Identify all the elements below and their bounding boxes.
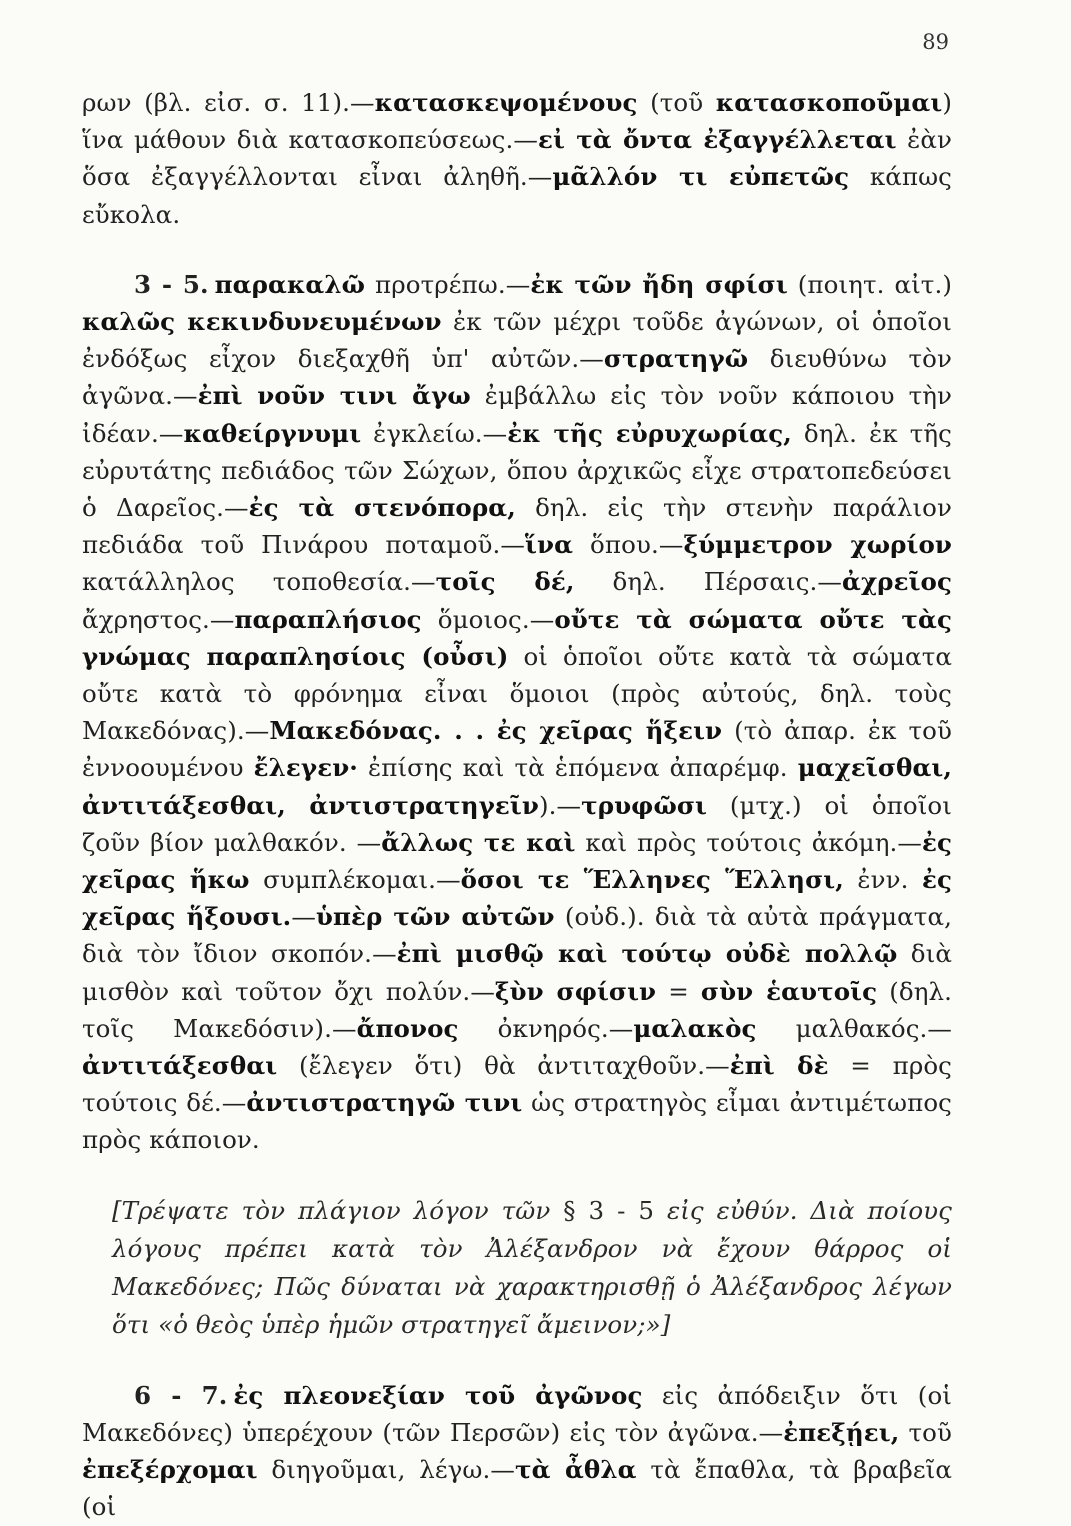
commentary-text bbox=[82, 84, 952, 1526]
paragraph-gap bbox=[82, 1159, 952, 1192]
exercise-question: [Τρέψατε τὸν πλάγιον λόγον τῶν § 3 - 5 εἰς εὐθύν. Διὰ ποίους λόγους πρέπει κατὰ τὸν Ἀλέξανδρον νὰ ἔχουν θάρρος οἱ Μακεδόνες; Πῶς δύναται νὰ χαρακτηρισθῇ ὁ Ἀλέξανδρος λέγων ὅτι «ὁ θεὸς ὑπὲρ ἡμῶν στρατηγεῖ ἄμεινον;»] bbox=[112, 1195, 952, 1339]
page-number: 89 bbox=[922, 30, 949, 54]
paragraph-notes-6-7: 6 - 7. ἐς πλεονεξίαν τοῦ ἀγῶνος εἰς ἀπόδειξιν ὅτι (οἱ Μακεδόνες) ὑπερέχουν (τῶν Περσῶν) εἰς τὸν ἀγῶνα.—ἐπεξῄει, τοῦ ἐπεξέρχομαι διηγοῦμαι, λέγω.—τὰ ἆθλα τὰ ἔπαθλα, τὰ βραβεῖα (οἱ bbox=[82, 1380, 953, 1522]
section-number: 3 - 5. bbox=[134, 269, 209, 299]
paragraph-notes-3-5: 3 - 5. παρακαλῶ προτρέπω.—ἐκ τῶν ἤδη σφίσι (ποιητ. αἰτ.) καλῶς κεκινδυνευμένων ἐκ τῶν μέχρι τοῦδε ἀγώνων, οἱ ὁποῖοι ἐνδόξως εἶχον διεξαχθῆ ὑπ' αὐτῶν.—στρατηγῶ διευθύνω τὸν ἀγῶνα.—ἐπὶ νοῦν τινι ἄγω ἐμβάλλω εἰς τὸν νοῦν κάποιου τὴν ἰδέαν.—καθείργνυμι ἐγκλείω.—ἐκ τῆς εὐρυχωρίας, δηλ. ἐκ τῆς εὐρυτάτης πεδιάδος τῶν Σώχων, ὅπου ἀρχικῶς εἶχε στρατοπεδεύσει ὁ Δαρεῖος.—ἐς τὰ στενόπορα, δηλ. εἰς τὴν στενὴν παράλιον πεδιάδα τοῦ Πινάρου ποταμοῦ.—ἵνα ὅπου.—ξύμμετρον χωρίον κατάλληλος τοποθεσία.—τοῖς δέ, δηλ. Πέρσαις.—ἀχρεῖος ἄχρηστος.—παραπλήσιος ὅμοιος.—οὔτε τὰ σώματα οὔτε τὰς γνώμας παραπλησίοις (οὖσι) οἱ ὁποῖοι οὔτε κατὰ τὰ σώματα οὔτε κατὰ τὸ φρόνημα εἶναι ὅμοιοι (πρὸς αὐτούς, δηλ. τοὺς Μακεδόνας).—Μακεδόνας. . . ἐς χεῖρας ἥξειν (τὸ ἀπαρ. ἐκ τοῦ ἐννοουμένου ἔλεγεν· ἐπίσης καὶ τὰ ἑπόμενα ἀπαρέμφ. μαχεῖσθαι, ἀντιτάξεσθαι, ἀντιστρατηγεῖν).—τρυφῶσι (μτχ.) οἱ ὁποῖοι ζοῦν βίον μαλθακόν. —ἄλλως τε καὶ καὶ πρὸς τούτοις ἀκόμη.—ἐς χεῖρας ἥκω συμπλέκομαι.—ὅσοι τε Ἕλληνες Ἕλλησι, ἐνν. ἐς χεῖρας ἥξουσι.—ὑπὲρ τῶν αὐτῶν (οὐδ.). διὰ τὰ αὐτὰ πράγματα, διὰ τὸν ἴδιον σκοπόν.—ἐπὶ μισθῷ καὶ τούτῳ οὐδὲ πολλῷ διὰ μισθὸν καὶ τοῦτον ὄχι πολύν.—ξὺν σφίσιν = σὺν ἑαυτοῖς (δηλ. τοῖς Μακεδόσιν).—ἄπονος ὀκνηρός.—μαλακὸς μαλθακός.—ἀντιτάξεσθαι (ἔλεγεν ὅτι) θὰ ἀντιταχθοῦν.—ἐπὶ δὲ = πρὸς τούτοις δέ.—ἀντιστρατηγῶ τινι ὡς στρατηγὸς εἶμαι ἀντιμέτωπος πρὸς κάποιον. bbox=[82, 269, 953, 1155]
paragraph-gap bbox=[82, 233, 952, 266]
section-reference: § 3 - 5 bbox=[563, 1195, 655, 1225]
paragraph-gap bbox=[82, 1344, 952, 1377]
section-number: 6 - 7. bbox=[134, 1380, 228, 1410]
paragraph-notes-continued: ρων (βλ. εἰσ. σ. 11).—κατασκεψομένους (τοῦ κατασκοποῦμαι) ἵνα μάθουν διὰ κατασκοπεύσεως.—εἰ τὰ ὄντα ἐξαγγέλλεται ἐὰν ὅσα ἐξαγγέλλονται εἶναι ἀληθῆ.—μᾶλλόν τι εὐπετῶς κάπως εὔκολα. bbox=[82, 88, 952, 229]
